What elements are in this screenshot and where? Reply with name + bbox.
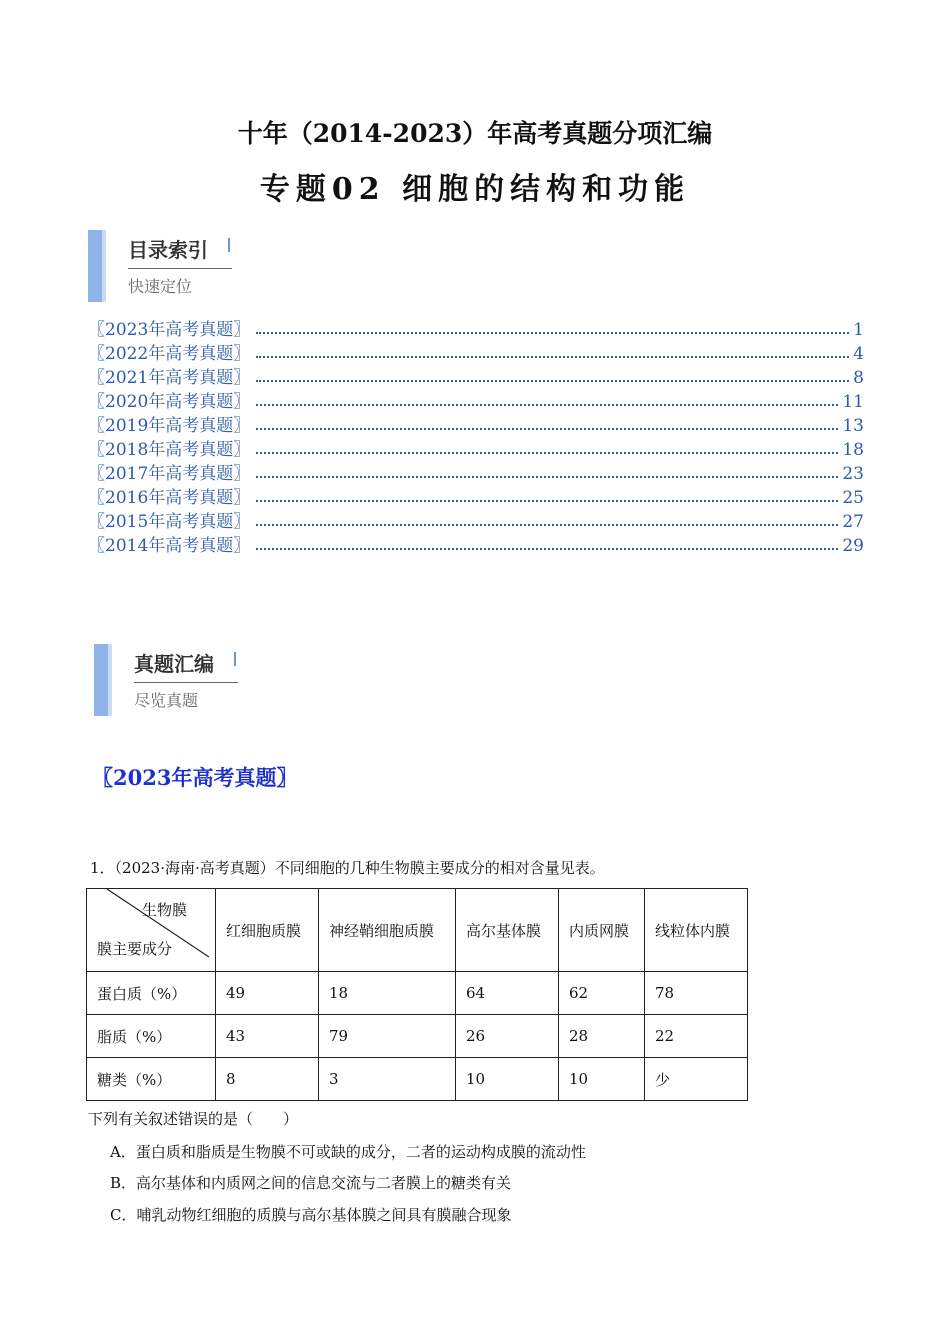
toc-entry-page[interactable]: 27 bbox=[842, 512, 864, 532]
badge-bar bbox=[94, 644, 108, 716]
toc-entry-page[interactable]: 29 bbox=[842, 536, 864, 556]
toc-entry-label[interactable]: 〖2017年高考真题〗 bbox=[88, 464, 251, 484]
toc-entry-label[interactable]: 〖2014年高考真题〗 bbox=[88, 536, 251, 556]
badge-bar-light bbox=[102, 230, 106, 302]
toc-entry-page[interactable]: 25 bbox=[842, 488, 864, 508]
table-cell: 10 bbox=[456, 1058, 559, 1101]
table-row bbox=[87, 1058, 748, 1101]
corner-bottom-label: 膜主要成分 bbox=[97, 940, 173, 958]
badge-bar-light bbox=[108, 644, 112, 716]
table-cell: 10 bbox=[559, 1058, 645, 1101]
table-cell: 18 bbox=[319, 972, 456, 1015]
toc-entry-label[interactable]: 〖2022年高考真题〗 bbox=[88, 344, 251, 364]
table-cell: 26 bbox=[456, 1015, 559, 1058]
table-cell: 49 bbox=[216, 972, 319, 1015]
toc-leader bbox=[256, 380, 849, 382]
toc-entry-page[interactable]: 18 bbox=[842, 440, 864, 460]
table-row bbox=[87, 972, 748, 1015]
badge-tick bbox=[234, 652, 236, 666]
toc-entry-page[interactable]: 11 bbox=[842, 392, 864, 412]
table-cell: 3 bbox=[319, 1058, 456, 1101]
toc-entry-page[interactable]: 13 bbox=[842, 416, 864, 436]
toc-entry-label[interactable]: 〖2021年高考真题〗 bbox=[88, 368, 251, 388]
toc-entry-2020[interactable] bbox=[88, 388, 864, 412]
table-cell: 少 bbox=[645, 1058, 748, 1101]
row-label: 蛋白质（%） bbox=[87, 972, 216, 1015]
badge-divider bbox=[128, 268, 232, 269]
toc-entry-2022[interactable] bbox=[88, 340, 864, 364]
toc-entry-label[interactable]: 〖2018年高考真题〗 bbox=[88, 440, 251, 460]
table-cell: 64 bbox=[456, 972, 559, 1015]
table-cell: 62 bbox=[559, 972, 645, 1015]
column-header: 红细胞质膜 bbox=[216, 889, 319, 972]
option-c: C．哺乳动物红细胞的质膜与高尔基体膜之间具有膜融合现象 bbox=[110, 1206, 512, 1224]
table-cell: 8 bbox=[216, 1058, 319, 1101]
option-a: A．蛋白质和脂质是生物膜不可或缺的成分，二者的运动构成膜的流动性 bbox=[110, 1143, 586, 1161]
year-heading: 〖2023年高考真题〗 bbox=[92, 765, 298, 790]
table-cell: 79 bbox=[319, 1015, 456, 1058]
toc-entry-2017[interactable] bbox=[88, 460, 864, 484]
column-header: 内质网膜 bbox=[559, 889, 645, 972]
table-header-row bbox=[87, 889, 748, 972]
toc-entry-page[interactable]: 1 bbox=[853, 320, 864, 340]
question-stem: 1．（2023·海南·高考真题）不同细胞的几种生物膜主要成分的相对含量见表。 bbox=[90, 859, 605, 877]
toc-entry-2016[interactable] bbox=[88, 484, 864, 508]
toc-entry-2014[interactable] bbox=[88, 532, 864, 556]
column-header: 神经鞘细胞质膜 bbox=[319, 889, 456, 972]
toc-leader bbox=[256, 452, 838, 454]
toc-entry-page[interactable]: 8 bbox=[853, 368, 864, 388]
table-corner-cell bbox=[87, 889, 216, 972]
badge-bar bbox=[88, 230, 102, 302]
collection-section-badge bbox=[94, 644, 254, 716]
option-b: B．高尔基体和内质网之间的信息交流与二者膜上的糖类有关 bbox=[110, 1174, 512, 1192]
row-label: 脂质（%） bbox=[87, 1015, 216, 1058]
toc-leader bbox=[256, 524, 838, 526]
toc-leader bbox=[256, 332, 849, 334]
question-prompt: 下列有关叙述错误的是（ ） bbox=[88, 1110, 299, 1128]
membrane-composition-table bbox=[86, 888, 748, 1101]
toc-entry-2021[interactable] bbox=[88, 364, 864, 388]
column-header: 高尔基体膜 bbox=[456, 889, 559, 972]
toc-entry-page[interactable]: 4 bbox=[853, 344, 864, 364]
toc-leader bbox=[256, 548, 838, 550]
toc-entry-label[interactable]: 〖2016年高考真题〗 bbox=[88, 488, 251, 508]
toc-leader bbox=[256, 356, 849, 358]
toc-entry-label[interactable]: 〖2015年高考真题〗 bbox=[88, 512, 251, 532]
toc-entry-label[interactable]: 〖2020年高考真题〗 bbox=[88, 392, 251, 412]
table-cell: 22 bbox=[645, 1015, 748, 1058]
badge-tick bbox=[228, 238, 230, 252]
toc-leader bbox=[256, 404, 838, 406]
toc-entry-2018[interactable] bbox=[88, 436, 864, 460]
table-cell: 78 bbox=[645, 972, 748, 1015]
collection-section-title: 真题汇编 bbox=[134, 652, 214, 676]
table-cell: 28 bbox=[559, 1015, 645, 1058]
toc-section-title: 目录索引 bbox=[128, 238, 208, 262]
row-label: 糖类（%） bbox=[87, 1058, 216, 1101]
column-header: 线粒体内膜 bbox=[645, 889, 748, 972]
toc-leader bbox=[256, 428, 838, 430]
toc-entry-2015[interactable] bbox=[88, 508, 864, 532]
toc-entry-page[interactable]: 23 bbox=[842, 464, 864, 484]
toc-section-badge bbox=[88, 230, 248, 302]
toc-entry-2019[interactable] bbox=[88, 412, 864, 436]
toc-entry-label[interactable]: 〖2019年高考真题〗 bbox=[88, 416, 251, 436]
document-title: 十年（2014-2023）年高考真题分项汇编 bbox=[237, 119, 713, 148]
document-subtitle: 专题02 细胞的结构和功能 bbox=[259, 172, 691, 207]
table-of-contents bbox=[88, 316, 864, 556]
badge-divider bbox=[134, 682, 238, 683]
toc-leader bbox=[256, 476, 838, 478]
table-cell: 43 bbox=[216, 1015, 319, 1058]
collection-section-subtitle: 尽览真题 bbox=[134, 691, 199, 710]
toc-entry-2023[interactable] bbox=[88, 316, 864, 340]
toc-leader bbox=[256, 500, 838, 502]
corner-top-label: 生物膜 bbox=[141, 901, 187, 919]
toc-entry-label[interactable]: 〖2023年高考真题〗 bbox=[88, 320, 251, 340]
toc-section-subtitle: 快速定位 bbox=[128, 277, 193, 296]
table-row bbox=[87, 1015, 748, 1058]
